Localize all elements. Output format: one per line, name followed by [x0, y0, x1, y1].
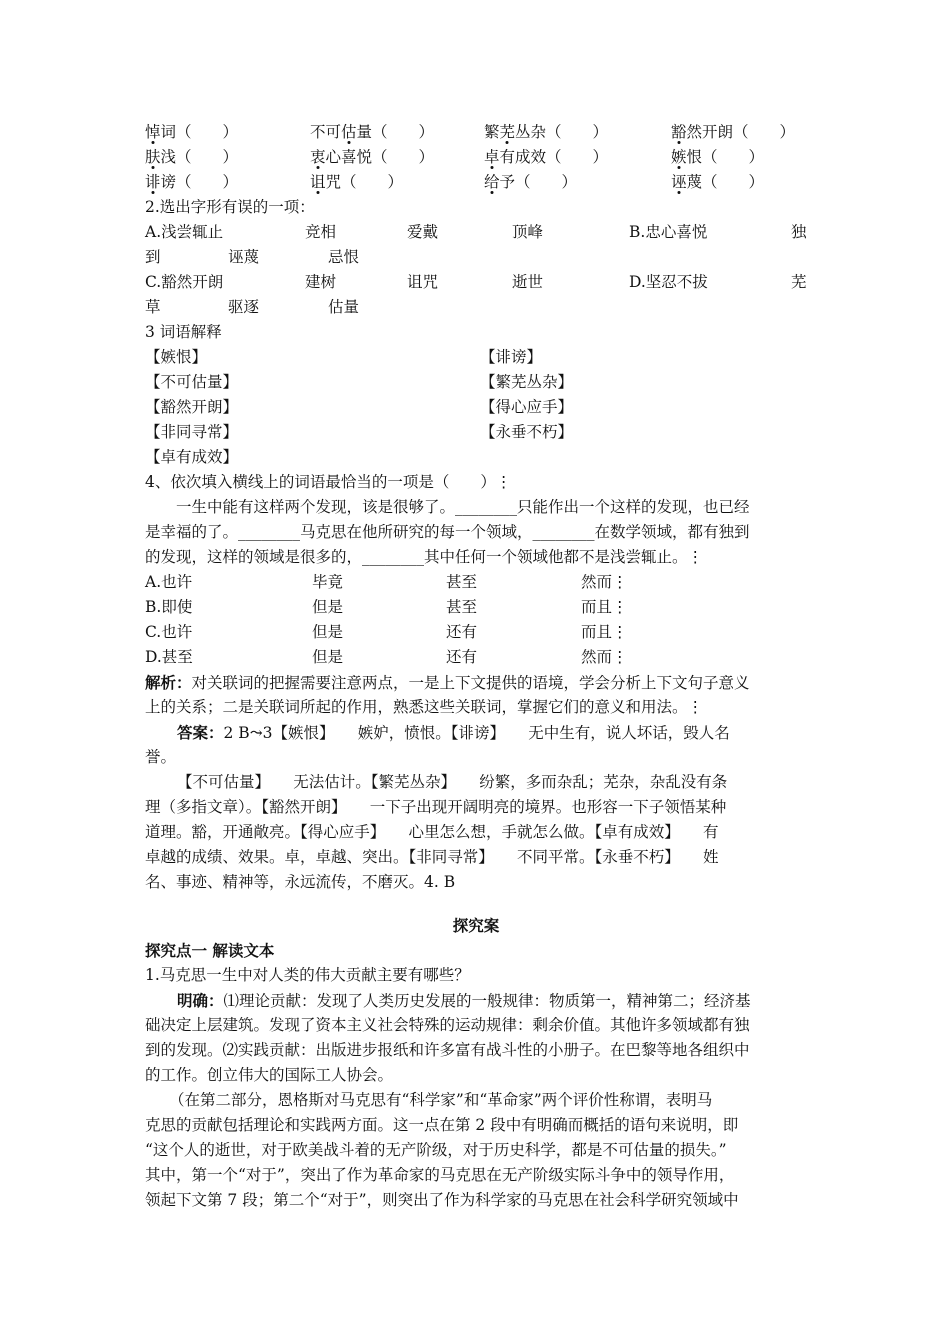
- q4-option-row: [145, 570, 807, 595]
- analysis-label: 解析：: [145, 673, 192, 692]
- q1-word-item: 不可估量（ ）: [310, 123, 435, 141]
- q3-title: 3 词语解释: [145, 323, 222, 341]
- q3-row: [145, 395, 807, 420]
- q3-term: 【不可估量】: [145, 373, 239, 391]
- q4-option-word: 还有: [446, 648, 478, 666]
- q4-option-word: 而且⋮: [581, 598, 628, 616]
- q1-word-item: 肤浅（ ）: [145, 148, 239, 166]
- clear-label: 明确：: [177, 991, 224, 1010]
- dotted-character: 衷: [310, 148, 326, 166]
- q2-option-c: C.豁然开朗: [145, 273, 224, 291]
- q2-option-b: B.忠心喜悦: [629, 223, 708, 241]
- q3-term: 【繁芜丛杂】: [480, 373, 574, 391]
- q4-option-word: B.即使: [145, 598, 193, 616]
- q4-option-word: D.甚至: [145, 648, 193, 666]
- q4-option-word: 然而⋮: [581, 648, 628, 666]
- dotted-character: 估: [341, 123, 357, 141]
- q2-word: 估量: [328, 298, 360, 316]
- answer-text: 誉。: [145, 748, 177, 766]
- paragraph-text: 其中，第一个“对于”，突出了作为革命家的马克思在无产阶级实际斗争中的领导作用，: [145, 1166, 735, 1184]
- q2-word: 建树: [305, 273, 337, 291]
- dotted-character: 豁: [671, 123, 687, 141]
- paragraph-text: “这个人的逝世，对于欧美战斗着的无产阶级，对于历史科学，都是不可估量的损失。”: [145, 1141, 727, 1159]
- q1-row: [145, 145, 807, 170]
- q2-word: 顶峰: [512, 223, 544, 241]
- clear-text: ⑴理论贡献：发现了人类历史发展的一般规律：物质第一，精神第二；经济基: [223, 992, 751, 1010]
- q3-row: [145, 345, 807, 370]
- q4-option-word: 但是: [312, 648, 344, 666]
- q1-word-item: 诅咒（ ）: [310, 173, 404, 191]
- q2-word: 爱戴: [407, 223, 439, 241]
- q2-title: 2.选出字形有误的一项：: [145, 198, 315, 216]
- q1-word-item: 诬蔑（ ）: [671, 173, 765, 191]
- q4-passage-line: 的发现，这样的领域是很多的，________其中任何一个领域他都不是浅尝辄止。⋮: [145, 548, 704, 566]
- q2-word: 到: [145, 248, 161, 266]
- q1-row: [145, 120, 807, 145]
- q3-row: [145, 370, 807, 395]
- analysis-text: 上的关系；二是关联词所起的作用，熟悉这些关联词，掌握它们的意义和用法。⋮: [145, 698, 704, 716]
- answer-label: 答案：: [177, 723, 224, 742]
- q3-term: 【嫉恨】: [145, 348, 208, 366]
- answer-text: 理（多指文章）。【豁然开朗】 一下子出现开阔明亮的境界。也形容一下子领悟某种: [145, 798, 727, 816]
- dotted-character: 肤: [145, 148, 161, 166]
- q4-option-word: 但是: [312, 623, 344, 641]
- q4-option-word: 然而⋮: [581, 573, 628, 591]
- q2-option-d: D.坚忍不拔: [629, 273, 708, 291]
- q1-word-grid: [145, 120, 807, 195]
- q2-word: 逝世: [512, 273, 544, 291]
- q2-word: 草: [145, 298, 161, 316]
- q4-option-word: 而且⋮: [581, 623, 628, 641]
- q1-word-item: 豁然开朗（ ）: [671, 123, 796, 141]
- q4-option-row: [145, 645, 807, 670]
- q2-word: 芜: [791, 273, 807, 291]
- q3-term: 【永垂不朽】: [480, 423, 574, 441]
- analysis-line: [145, 670, 807, 695]
- paragraph-text: 领起下文第 7 段；第二个“对于”，则突出了作为科学家的马克思在社会科学研究领域中: [145, 1191, 739, 1209]
- analysis-text: 对关联词的把握需要注意两点，一是上下文提供的语境，学会分析上下文句子意义: [191, 674, 750, 692]
- q4-option-word: 毕竟: [312, 573, 344, 591]
- q4-option-word: 甚至: [446, 598, 478, 616]
- q4-options: [145, 570, 807, 670]
- q4-passage-line: 一生中能有这样两个发现，该是很够了。________只能作出一个这样的发现，也已经: [176, 498, 750, 516]
- answer-text: 【不可估量】 无法估计。【繁芜丛杂】 纷繁，多而杂乱；芜杂，杂乱没有条: [177, 773, 728, 791]
- answer-text: 名、事迹、精神等，永远流传，不磨灭。4. B: [145, 873, 456, 891]
- q3-term: 【卓有成效】: [145, 448, 239, 466]
- clear-line: [145, 988, 807, 1013]
- q4-option-word: 但是: [312, 598, 344, 616]
- q3-term: 【诽谤】: [480, 348, 543, 366]
- paragraph-text: （在第二部分，恩格斯对马克思有“科学家”和“革命家”两个评价性称谓，表明马: [169, 1091, 713, 1109]
- q2-word: 诬蔑: [228, 248, 260, 266]
- q2-word: 独: [791, 223, 807, 241]
- dotted-character: 诅: [310, 173, 326, 191]
- q4-passage-line: 是幸福的了。________马克思在他所研究的每一个领域，________在数学领域，都有独到: [145, 523, 750, 541]
- section-question: 1.马克思一生中对人类的伟大贡献主要有哪些？: [145, 966, 470, 984]
- q1-word-item: 给予（ ）: [484, 173, 578, 191]
- q4-option-row: [145, 595, 807, 620]
- answer-line: [145, 720, 807, 745]
- q3-term: 【得心应手】: [480, 398, 574, 416]
- dotted-character: 卓: [484, 148, 500, 166]
- q4-option-word: 甚至: [446, 573, 478, 591]
- q1-word-item: 繁芜丛杂（ ）: [484, 123, 609, 141]
- section-title: 探究案: [452, 916, 500, 935]
- dotted-character: 悼: [145, 123, 161, 141]
- clear-text: 到的发现。⑵实践贡献：出版进步报纸和许多富有战斗性的小册子。在巴黎等地各组织中: [145, 1041, 750, 1059]
- q3-row: [145, 420, 807, 445]
- worksheet-page: [145, 120, 807, 1213]
- q2-word: 忌恨: [328, 248, 360, 266]
- q2-word: 驱逐: [228, 298, 260, 316]
- q2-word: 竞相: [305, 223, 337, 241]
- q4-option-row: [145, 620, 807, 645]
- dotted-character: 给: [484, 173, 500, 191]
- q2-line-4: [145, 295, 807, 320]
- q1-word-item: 嫉恨（ ）: [671, 148, 765, 166]
- q1-word-item: 悼词（ ）: [145, 123, 239, 141]
- clear-text: 础决定上层建筑。发现了资本主义社会特殊的运动规律：剩余价值。其他许多领域都有独: [145, 1016, 750, 1034]
- q1-row: [145, 170, 807, 195]
- q2-line-3: [145, 270, 807, 295]
- q2-line-2: [145, 245, 807, 270]
- dotted-character: 芜: [499, 123, 516, 141]
- q3-term: 【豁然开朗】: [145, 398, 239, 416]
- q4-option-word: A.也许: [145, 573, 193, 591]
- clear-text: 的工作。创立伟大的国际工人协会。: [145, 1066, 394, 1084]
- dotted-character: 诽: [145, 173, 161, 191]
- section-subtitle: 探究点一 解读文本: [145, 941, 275, 960]
- q2-line-1: [145, 220, 807, 245]
- answer-text: 2 B⤳3【嫉恨】 嫉妒，愤恨。【诽谤】 无中生有，说人坏话，毁人名: [223, 724, 730, 742]
- q4-option-word: 还有: [446, 623, 478, 641]
- q3-row: [145, 445, 807, 470]
- q3-term: 【非同寻常】: [145, 423, 239, 441]
- q4-title: 4、依次填入横线上的词语最恰当的一项是（ ）⋮: [145, 473, 512, 491]
- answer-text: 卓越的成绩、效果。卓，卓越、突出。【非同寻常】 不同平常。【永垂不朽】 姓: [145, 848, 719, 866]
- dotted-character: 嫉: [671, 148, 687, 166]
- paragraph-text: 克思的贡献包括理论和实践两方面。这一点在第 2 段中有明确而概括的语句来说明，即: [145, 1116, 739, 1134]
- answer-text: 道理。豁，开通敞亮。【得心应手】 心里怎么想，手就怎么做。【卓有成效】 有: [145, 823, 719, 841]
- q2-option-a: A.浅尝辄止: [145, 223, 224, 241]
- q1-word-item: 衷心喜悦（ ）: [310, 148, 435, 166]
- q2-word: 诅咒: [407, 273, 439, 291]
- q1-word-item: 诽谤（ ）: [145, 173, 239, 191]
- q4-option-word: C.也许: [145, 623, 193, 641]
- dotted-character: 诬: [671, 173, 687, 191]
- q1-word-item: 卓有成效（ ）: [484, 148, 609, 166]
